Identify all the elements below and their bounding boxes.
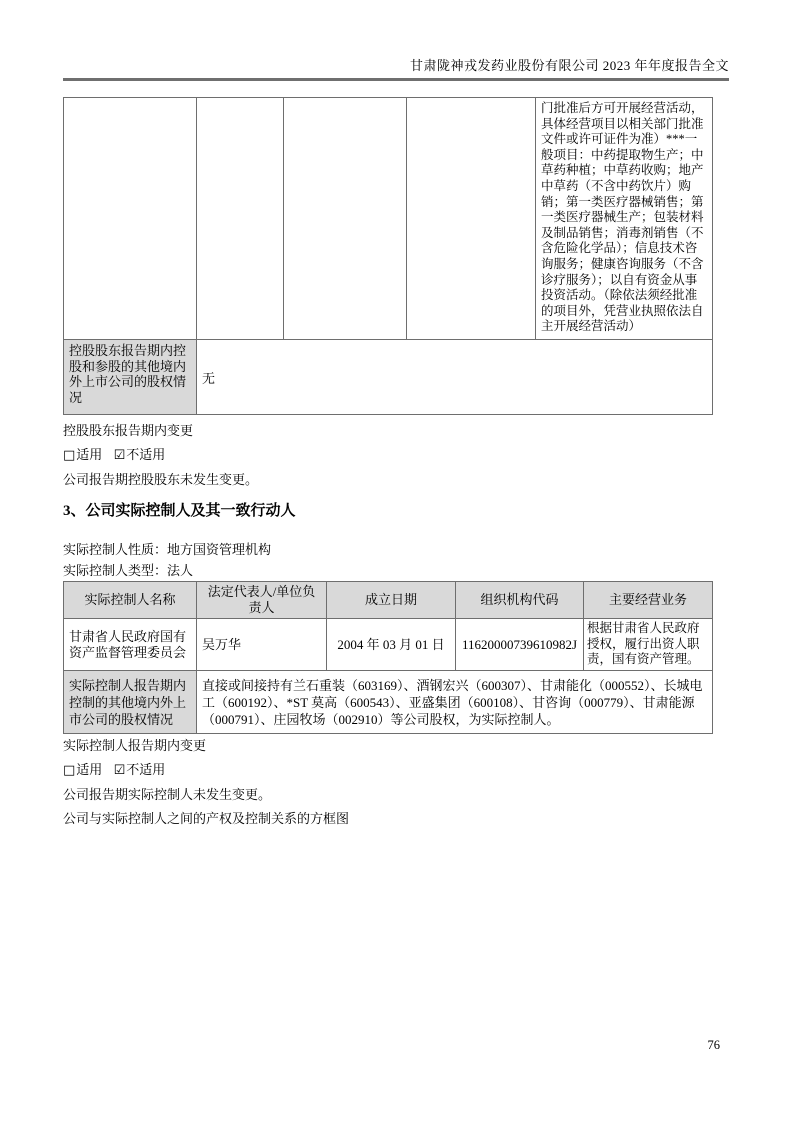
- holdings-value-cell: 直接或间接持有兰石重装（603169）、酒钢宏兴（600307）、甘肃能化（000552）、长城电工（600192）、*ST 莫高（600543）、亚盛集团（600108）、甘咨询（000779）、甘肃能源（000791）、庄园牧场（002910）等公司股权，为实际控制人。: [197, 671, 713, 734]
- empty-cell: [197, 98, 284, 340]
- controller-change-options: [63, 762, 729, 779]
- other-listed-value-cell: 无: [197, 340, 713, 415]
- table-header-row: [64, 582, 713, 619]
- table-row: [64, 340, 713, 415]
- ownership-diagram-caption: 公司与实际控制人之间的产权及控制关系的方框图: [63, 811, 350, 827]
- section-heading: 3、公司实际控制人及其一致行动人: [63, 503, 296, 519]
- controller-change-title: 实际控制人报告期内变更: [63, 738, 207, 754]
- controlling-shareholder-change-title: 控股股东报告期内变更: [63, 423, 194, 438]
- holdings-label-cell: 实际控制人报告期内控制的其他境内外上市公司的股权情况: [64, 671, 197, 734]
- empty-cell: [284, 98, 407, 340]
- not-applicable-label: 不适用: [126, 762, 166, 778]
- controlling-shareholder-table: [63, 97, 713, 415]
- established-date-cell: 2004 年 03 月 01 日: [327, 619, 456, 671]
- not-applicable-label: 不适用: [126, 447, 166, 462]
- empty-cell: [407, 98, 536, 340]
- table-row: [64, 98, 713, 340]
- controlling-shareholder-change-note: 公司报告期控股股东未发生变更。: [63, 472, 259, 487]
- other-listed-label-cell: 控股股东报告期内控股和参股的其他境内外上市公司的股权情况: [64, 340, 197, 415]
- running-header: 甘肃陇神戎发药业股份有限公司 2023 年年度报告全文: [409, 58, 729, 73]
- checkbox-unchecked-icon: □: [63, 448, 76, 463]
- column-header: 法定代表人/单位负责人: [197, 582, 327, 619]
- header-rule: [63, 78, 729, 81]
- page-number: 76: [707, 1038, 720, 1052]
- actual-controller-table: [63, 581, 713, 734]
- checkbox-unchecked-icon: □: [63, 763, 76, 779]
- applicable-label: 适用: [76, 762, 103, 778]
- legal-rep-cell: 吴万华: [197, 619, 327, 671]
- page-content: [63, 0, 729, 827]
- table-row: [64, 671, 713, 734]
- checkbox-checked-icon: ☑: [113, 448, 126, 463]
- empty-cell: [64, 98, 197, 340]
- controller-nature-line: 实际控制人性质：地方国资管理机构: [63, 542, 272, 557]
- controller-type-line: 实际控制人类型：法人: [63, 563, 194, 578]
- column-header: 主要经营业务: [584, 582, 713, 619]
- controlling-shareholder-change-options: [63, 447, 729, 464]
- column-header: 组织机构代码: [456, 582, 584, 619]
- org-code-cell: 11620000739610982J: [456, 619, 584, 671]
- main-business-cell: 根据甘肃省人民政府授权，履行出资人职责，国有资产管理。: [584, 619, 713, 671]
- checkbox-checked-icon: ☑: [113, 763, 126, 779]
- table-row: [64, 619, 713, 671]
- column-header: 成立日期: [327, 582, 456, 619]
- controller-name-cell: 甘肃省人民政府国有资产监督管理委员会: [64, 619, 197, 671]
- business-scope-cell: 门批准后方可开展经营活动，具体经营项目以相关部门批准文件或许可证件为准）***一般项目：中药提取物生产；中草药种植；中草药收购；地产中草药（不含中药饮片）购销；第一类医疗器械销售；第一类医疗器械生产；包装材料及制品销售；消毒剂销售（不含危险化学品）；信息技术咨询服务；健康咨询服务（不含诊疗服务）；以自有资金从事投资活动。（除依法须经批准的项目外，凭营业执照依法自主开展经营活动）: [536, 98, 713, 340]
- applicable-label: 适用: [76, 447, 103, 462]
- column-header: 实际控制人名称: [64, 582, 197, 619]
- controller-change-note: 公司报告期实际控制人未发生变更。: [63, 787, 272, 803]
